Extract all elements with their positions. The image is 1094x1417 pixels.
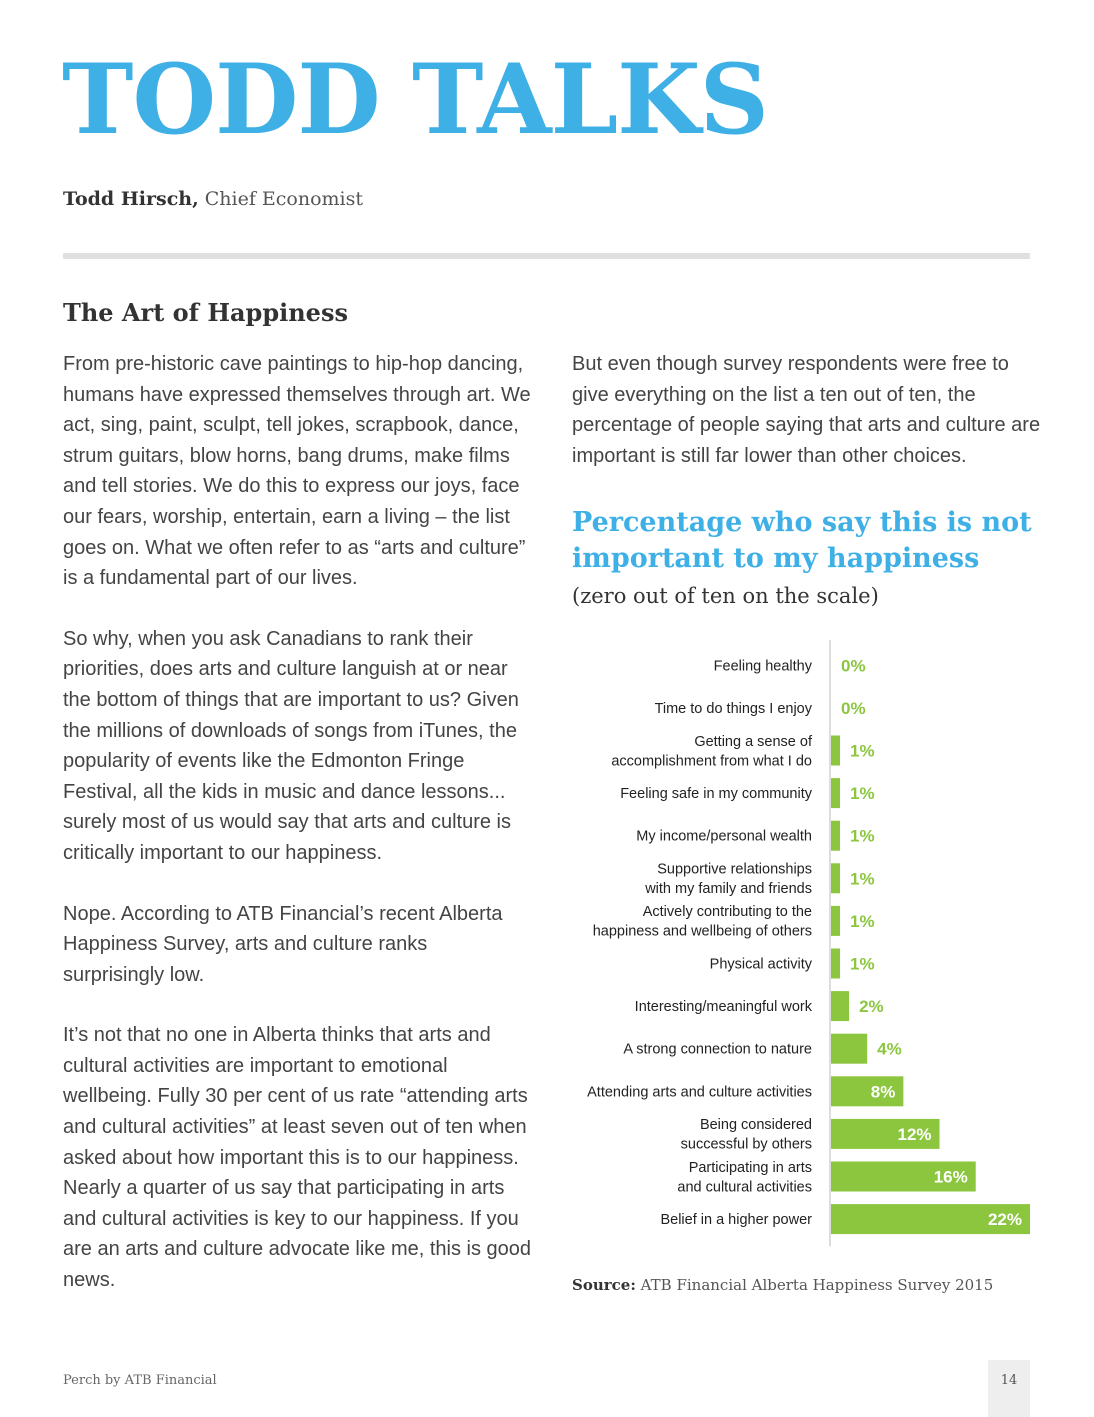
chart-bar	[831, 906, 840, 936]
page-number: 14	[988, 1360, 1030, 1417]
footer-publication: Perch by ATB Financial	[63, 1373, 217, 1388]
category-label-line: and cultural activities	[677, 1179, 812, 1196]
paragraph: So why, when you ask Canadians to rank their priorities, does arts and culture languish at or near the bottom of things that are important to us? Given the millions of downloads of songs from iTunes, the popularity of events like the Edmonton Fringe Festival, all the kids in music and dance lessons... surely most of us would say that arts and culture is critically important to our happiness.	[63, 627, 519, 864]
data-label: 12%	[897, 1124, 932, 1144]
data-label: 2%	[859, 997, 884, 1017]
data-label: 1%	[850, 741, 875, 761]
data-label: 1%	[850, 869, 875, 889]
category-label-line: Actively contributing to the	[642, 904, 812, 921]
chart-title: Percentage who say this is not important to my happiness	[572, 507, 1032, 574]
chart-bar	[831, 778, 840, 808]
source-label: Source:	[572, 1276, 636, 1294]
category-label-line: My income/personal wealth	[636, 828, 812, 845]
category-label-line: Attending arts and culture activities	[587, 1084, 812, 1101]
category-label-line: Interesting/meaningful work	[634, 999, 812, 1016]
data-label: 22%	[987, 1210, 1022, 1230]
category-label-line: Feeling healthy	[713, 658, 812, 675]
category-label	[636, 829, 812, 845]
chart-bar	[831, 991, 849, 1021]
data-label: 8%	[870, 1082, 896, 1102]
paragraph: But even though survey respondents were free to give everything on the list a ten out of ten, the percentage of people saying that arts and culture are important is still far lower than other choices.	[572, 353, 1041, 467]
data-label: 1%	[850, 784, 875, 804]
category-label	[655, 701, 813, 717]
bar-chart	[560, 640, 1040, 1255]
author-name: Todd Hirsch,	[63, 188, 199, 210]
data-label: 1%	[850, 826, 875, 846]
chart-bar	[831, 949, 840, 979]
category-label	[623, 1042, 812, 1058]
category-label-line: Supportive relationships	[657, 861, 812, 878]
chart-bar	[831, 1034, 867, 1064]
category-label-line: with my family and friends	[645, 881, 812, 898]
data-label: 16%	[933, 1167, 968, 1187]
paragraph: It’s not that no one in Alberta thinks that arts and cultural activities are important to emotional wellbeing. Fully 30 per cent of us rate “attending arts and cultural activities” at least seven out of ten when asked about how important this is to our happiness. Nearly a quarter of us say that participating in arts and cultural activities is key to our happiness. If you are an arts and culture advocate like me, this is good news.	[63, 1024, 532, 1292]
category-label	[593, 904, 812, 940]
paragraph: From pre-historic cave paintings to hip-hop dancing, humans have expressed themselves through art. We act, sing, paint, sculpt, tell jokes, scrapbook, dance, strum guitars, blow horns, bang drums, make films and tell stories. We do this to express our joys, face our fears, worship, entertain, earn a living – the list goes on. What we often refer to as “arts and culture” is a fundamental part of our lives.	[63, 353, 531, 590]
category-label	[635, 999, 813, 1015]
left-column	[63, 349, 533, 1326]
author-role: Chief Economist	[204, 188, 364, 210]
category-label	[620, 786, 813, 802]
right-column	[572, 349, 1042, 501]
source-text: ATB Financial Alberta Happiness Survey 2015	[640, 1276, 994, 1294]
bar-chart-svg	[560, 640, 1040, 1255]
category-label	[611, 734, 813, 770]
category-label-line: Time to do things I enjoy	[654, 700, 812, 717]
header-divider	[63, 253, 1030, 259]
category-label-line: Feeling safe in my community	[620, 786, 812, 803]
chart-source	[572, 1276, 993, 1294]
data-label: 1%	[850, 911, 875, 931]
category-label-line: Getting a sense of	[694, 733, 812, 750]
chart-bar	[831, 736, 840, 766]
data-label: 0%	[841, 698, 866, 718]
masthead-title: TODD TALKS	[62, 43, 768, 156]
data-label: 1%	[850, 954, 875, 974]
category-label-line: happiness and wellbeing of others	[592, 923, 812, 940]
category-label	[644, 862, 812, 898]
category-label-line: Participating in arts	[688, 1159, 812, 1176]
category-label-line: successful by others	[680, 1136, 812, 1153]
category-label-line: Belief in a higher power	[660, 1212, 812, 1229]
category-label	[714, 658, 813, 674]
category-label	[710, 957, 813, 973]
data-label: 0%	[841, 656, 866, 676]
category-label	[587, 1084, 812, 1100]
category-label-line: Physical activity	[709, 956, 812, 973]
article-heading: The Art of Happiness	[63, 298, 348, 327]
data-label: 4%	[877, 1039, 902, 1059]
category-label-line: accomplishment from what I do	[611, 753, 812, 770]
category-label	[660, 1212, 812, 1228]
chart-bar	[831, 863, 840, 893]
byline	[63, 188, 363, 210]
category-label-line: A strong connection to nature	[623, 1041, 812, 1058]
chart-bar	[831, 821, 840, 851]
category-label-line: Being considered	[699, 1117, 812, 1134]
category-label	[681, 1117, 812, 1153]
category-label	[677, 1160, 812, 1196]
chart-subtitle: (zero out of ten on the scale)	[572, 584, 879, 608]
paragraph: Nope. According to ATB Financial’s recent Alberta Happiness Survey, arts and culture ranks surprisingly low.	[63, 902, 503, 986]
